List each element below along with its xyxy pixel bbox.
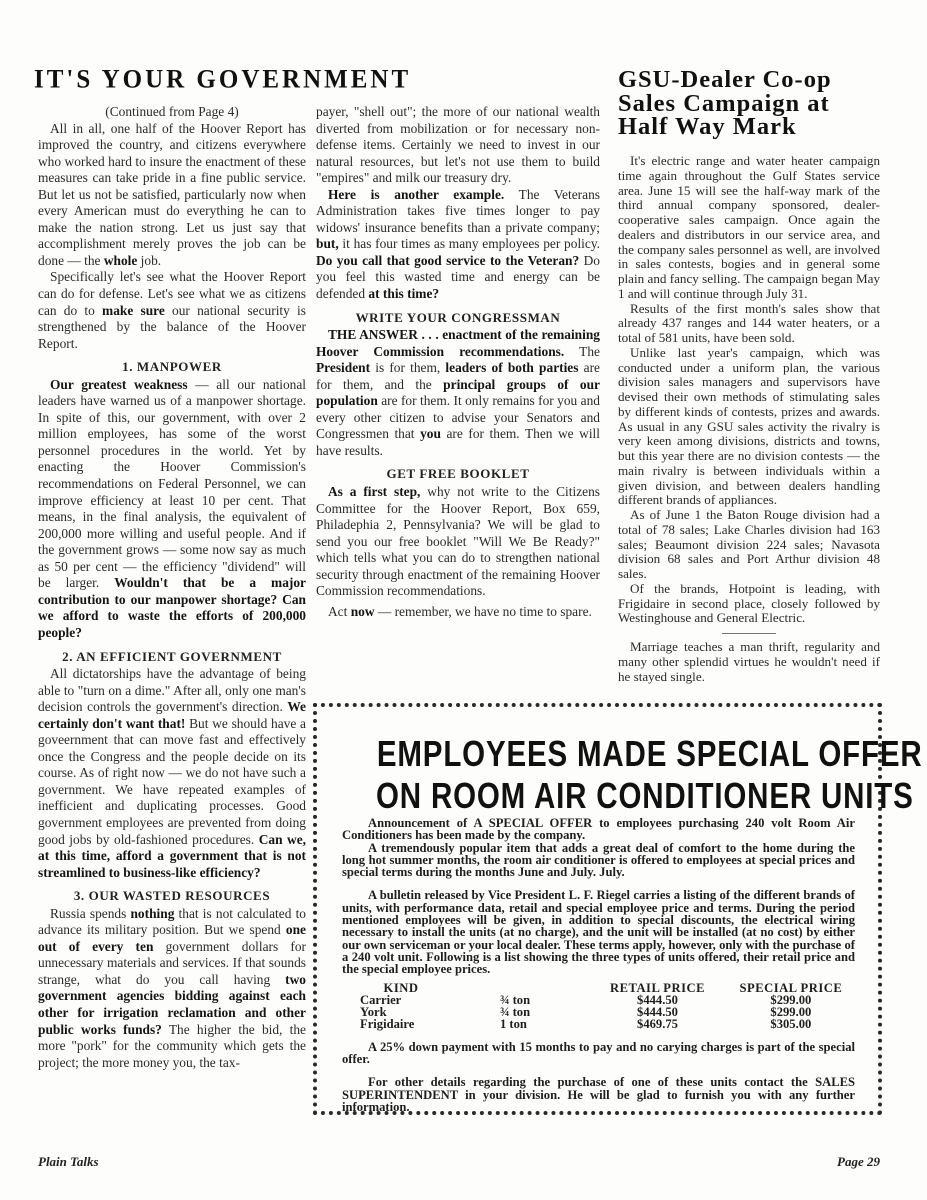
bold-text: We certainly don't want that! — [38, 699, 306, 731]
bold-text: Our greatest weakness — [50, 376, 188, 392]
paragraph — [316, 484, 600, 600]
text-run: payer, "shell out"; the more of our national wealth diverted from mobilization or for necessary non-defense items. Certainly we need to invest in our natural resources, but let's not use them to build "empires" and milk our treasury dry. — [316, 104, 600, 186]
middle-column — [316, 104, 600, 620]
bold-text: leaders of both parties — [445, 360, 579, 376]
offer-paragraph: Announcement of A SPECIAL OFFER to employees purchasing 240 volt Room Air Conditioners has been made by the company. — [342, 816, 855, 843]
section-heading: 2. AN EFFICIENT GOVERNMENT — [62, 648, 282, 664]
text-run: All dictatorships have the advantage of being able to "turn on a dime." After all, only one man's decision controls the government's direction. — [38, 666, 306, 715]
bold-text: you — [420, 426, 441, 442]
bold-text: Wouldn't that be a major contribution to our manpower shortage? Can we afford to waste the efforts of 200,000 people? — [38, 575, 307, 640]
section-heading: 3. OUR WASTED RESOURCES — [73, 888, 271, 904]
bold-text: now — [350, 603, 375, 619]
text-run: All in all, one half of the Hoover Report has improved the country, and citizens everywhere who worked hard to insure the enactment of these measures can take pride in a fine public service. But let us not be satisfied, particularly now when every American must do everything he can to make the nation strong. Let us just say that accomplishment merely proves the job can be done — the — [38, 120, 306, 268]
offer-paragraph: A 25% down payment with 15 months to pay and no carying charges is part of the special offer. — [342, 1039, 855, 1067]
text-run: government dollars for unnecessary materials and services. If that sounds strange, what do you call having — [38, 938, 306, 987]
offer-paragraph: A tremendously popular item that adds a great deal of comfort to the home during the long hot summer months, the room air conditioner is offered to employees at special prices and special terms during the months June and July. July. — [342, 840, 855, 880]
title-line: Sales Campaign at — [618, 89, 830, 117]
bold-text: whole — [103, 252, 138, 268]
paragraph — [38, 121, 306, 270]
text-run: Marriage teaches a man thrift, regularity and many other splendid virtues he wouldn't need if he stayed single. — [618, 639, 880, 684]
left-column — [38, 104, 306, 1071]
paragraph — [316, 327, 600, 459]
bold-text: Do you call that good service to the Veteran? — [316, 252, 580, 268]
offer-paragraph: A bulletin released by Vice President L. F. Riegel carries a listing of the different brands of units, with performance data, retail and special employee price and terms. During the period mentioned employees will be given, in addition to special discounts, the electrical wiring necessary to install the units (at no charge), and the unit will be installed (at no cost) by either our own serviceman or your local dealer. These terms apply, however, only with the purchase of a 240 volt unit. Following is a list showing the three types of units offered, their retail price and the special employee prices. — [342, 888, 855, 977]
bold-text: As a first step, — [328, 484, 421, 500]
divider — [722, 633, 776, 634]
right-column — [618, 154, 880, 684]
continued-note: (Continued from Page 4) — [105, 104, 239, 119]
special-offer-box — [313, 703, 923, 1115]
bold-text: principal groups of our population — [316, 376, 600, 409]
text-run: Results of the first month's sales show that already 437 ranges and 144 water heaters, or a total of 581 units, have been sold. — [618, 300, 880, 345]
paragraph — [618, 582, 880, 626]
text-run: Of the brands, Hotpoint is leading, with Frigidaire in second place, closely followed by Westinghouse and General Electric. — [618, 580, 880, 626]
text-run: But we should have a goveernment that can move fast and effectively once the Congress and the people decide on its course. As of right now — we do not have such a government. We have repeated examples of inefficient and duplicating processes. Good government employees are prevented from doing good jobs by old-fashioned procedures. — [38, 715, 306, 847]
text-run: why not write to the Citizens Committee for the Hoover Report, Box 659, Philadephia 2, Pennsylvania? We will be glad to send you our free booklet "Will We Be Ready?" which tells what you can do to strengthen national security through enactment of the remaining Hoover Commission recommendations. — [316, 484, 600, 599]
bold-text: two government agencies bidding against each other for irrigation reclamation and other public works funds? — [38, 971, 306, 1037]
unit-brand: York — [360, 1005, 387, 1020]
text-run: it has four times as many employees per policy. — [338, 236, 600, 252]
publication-name: Plain Talks — [38, 1154, 99, 1169]
text-run: Do you feel this wasted time and energy can be defended — [316, 252, 600, 302]
table-row — [342, 1018, 855, 1030]
text-run: It's electric range and water heater campaign time again throughout the Gulf States service area. June 15 will see the half-way mark of the third annual company sponsored, dealer-cooperative sales campaign. Once again the dealers and distributors in our service area, and the company sales personnel as well, are involved in sales contests, bogies and in general some plain and fancy selling. The campaign began May 1 and will continue through July 31. — [618, 153, 880, 301]
text-run: Act — [328, 603, 351, 619]
unit-size: ¾ ton — [499, 1005, 531, 1020]
bold-text: make sure — [102, 302, 165, 318]
section-heading: 1. MANPOWER — [122, 359, 222, 375]
bold-text: THE ANSWER . . . enactment of the remaining Hoover Commission recommendations. — [316, 327, 600, 359]
paragraph — [38, 377, 306, 642]
bold-text: one out of every ten — [38, 922, 306, 954]
paragraph — [316, 187, 600, 303]
title-line: GSU-Dealer Co-op — [618, 66, 832, 93]
special-price: $299.00 — [770, 1005, 812, 1020]
bold-text: but, — [316, 236, 339, 252]
offer-body — [342, 817, 855, 1113]
paragraph — [316, 604, 600, 621]
bold-text: Can we, at this time, afford a government that is not streamlined to business-like efficiency? — [38, 831, 306, 880]
bold-text: President — [316, 360, 371, 376]
paragraph — [38, 666, 306, 881]
retail-price: $444.50 — [637, 992, 678, 1007]
col-size — [460, 982, 588, 994]
headline-line: EMPLOYEES MADE SPECIAL OFFER — [376, 733, 923, 774]
col-kind: KIND — [383, 980, 419, 995]
bold-text: at this time? — [368, 286, 440, 302]
paragraph — [38, 906, 306, 1071]
bold-text: Here is another example. — [328, 186, 505, 202]
text-run: The Veterans Administration takes five times longer to pay widows' insurance benefits than a private company; — [316, 186, 600, 235]
text-run: job. — [137, 252, 162, 268]
paragraph — [618, 302, 880, 346]
units-table — [342, 982, 855, 1031]
article-title-gsu-dealer-coop — [618, 68, 898, 139]
special-price: $305.00 — [770, 1017, 812, 1032]
text-run: that is not calculated to advance its military position. But we spend — [38, 905, 306, 938]
section-heading: GET FREE BOOKLET — [386, 466, 530, 482]
text-run: is for them, — [370, 360, 446, 376]
paragraph — [618, 154, 880, 302]
page-number: Page 29 — [837, 1154, 880, 1169]
text-run: our national security is strengthened by the balance of the Hoover Report. — [38, 302, 306, 351]
unit-brand: Carrier — [360, 992, 402, 1007]
unit-size: ¾ ton — [499, 992, 531, 1007]
text-run: are for them. It only remains for you and every other citizen to advise your Senators and Congressmen that — [316, 393, 600, 442]
title-line: Half Way Mark — [618, 113, 797, 140]
offer-headline — [317, 733, 923, 817]
retail-price: $469.75 — [637, 1017, 678, 1032]
headline-line: ON ROOM AIR CONDITIONER UNITS — [376, 775, 914, 816]
section-heading: WRITE YOUR CONGRESSMAN — [355, 309, 561, 325]
paragraph — [618, 346, 880, 508]
text-run: Specifically let's see what the Hoover Report can do for defense. Let's see what we as citizens can do to — [38, 269, 306, 318]
offer-paragraph: For other details regarding the purchase of one of these units contact the SALES SUPERINTENDENT in your division. He will be glad to furnish you with any further information. — [342, 1075, 855, 1114]
article-title-its-your-government: IT'S YOUR GOVERNMENT — [34, 65, 412, 94]
retail-price: $444.50 — [637, 1005, 678, 1020]
paragraph — [618, 640, 880, 684]
text-run: are for them, and the — [316, 360, 600, 392]
text-run: — remember, we have no time to spare. — [374, 603, 592, 619]
unit-size: 1 ton — [499, 1017, 527, 1032]
col-special-price: SPECIAL PRICE — [739, 980, 843, 995]
text-run: are for them. Then we will have results. — [316, 426, 601, 458]
text-run: Unlike last year's campaign, which was conducted under a uniform plan, the various division sales managers and supervisors have devised their own methods of stimulating sales by different kinds of contests, prizes and awards. As usual in any GSU sales activity the rivalry is very keen among divisions, districts and towns, but this year there are no division contests — the main rivalry is between individuals within a given division, and between dealers handling different brands of appliances. — [618, 344, 880, 508]
text-run: The higher the bid, the more "pork" for the community which gets the project; the more money you, the tax- — [38, 1021, 306, 1070]
special-price: $299.00 — [770, 992, 812, 1007]
bold-text: nothing — [130, 905, 175, 921]
unit-brand: Frigidaire — [360, 1017, 415, 1032]
text-run: — all our national leaders have warned us of a manpower shortage. In spite of this, our government, with over 2 million employees, has some of the worst personnel procedures in the world. Yet by enacting the Hoover Commission's recommendations on Federal Personnel, we can improve efficiency at least 10 per cent. That means, in the final analysis, the equivalent of 200,000 more willing and useful people. And if the government grows — some now say as much as 50 per cent — the efficiency "dividend" will be larger. — [38, 376, 306, 591]
paragraph — [618, 508, 880, 582]
text-run: As of June 1 the Baton Rouge division had a total of 78 sales; Lake Charles division had 163 sales; Beaumont division 224 sales; Navasota division 68 sales and Port Arthur division 48 sales. — [618, 507, 880, 581]
text-run: The — [564, 343, 600, 359]
text-run: Russia spends — [50, 905, 131, 921]
paragraph — [316, 104, 600, 187]
col-retail-price: RETAIL PRICE — [609, 980, 705, 995]
paragraph — [38, 269, 306, 352]
